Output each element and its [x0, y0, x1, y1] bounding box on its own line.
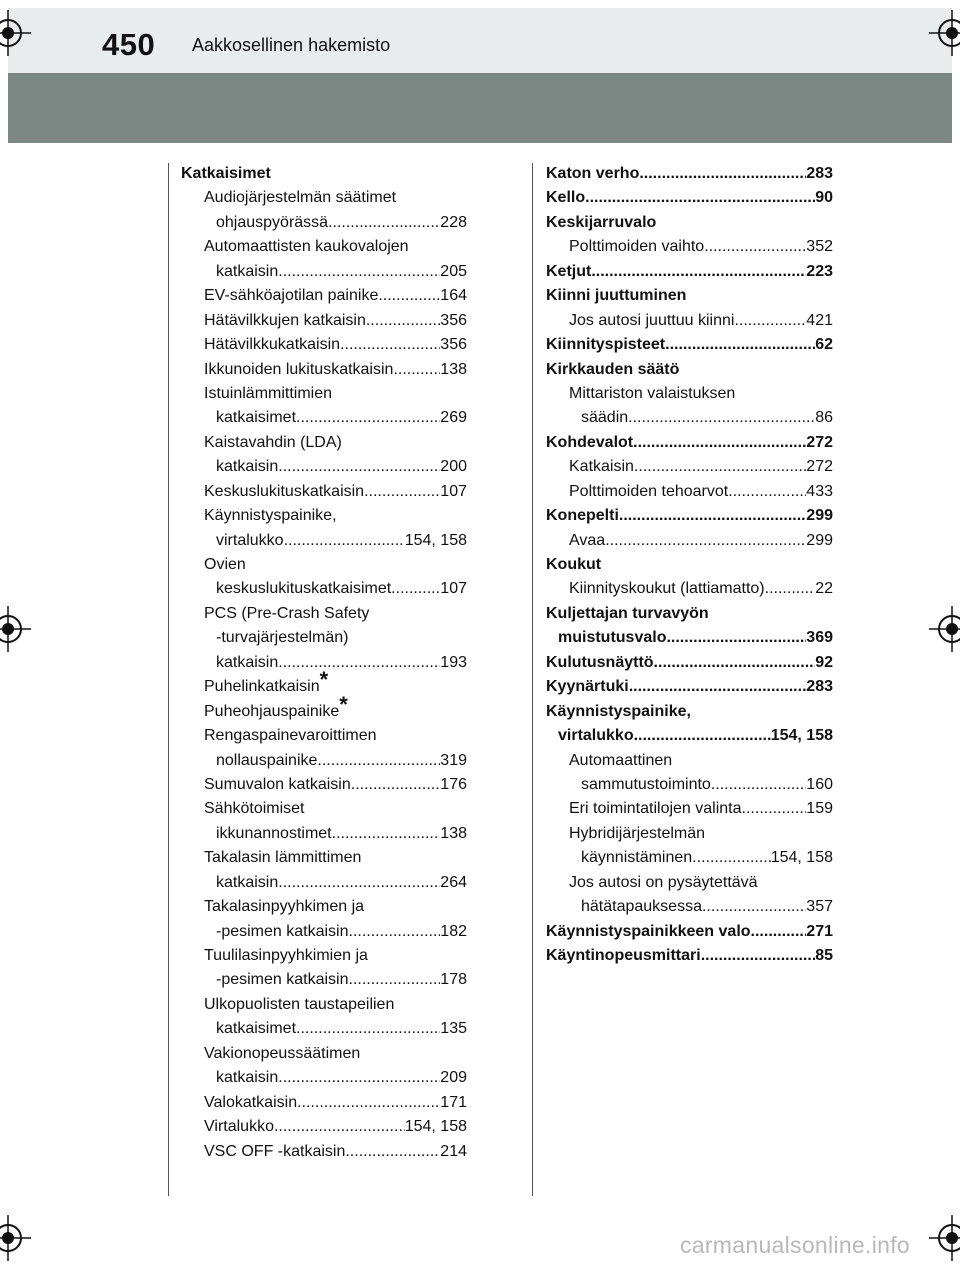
- dot-leader: [728, 480, 806, 504]
- dot-leader: [317, 749, 440, 773]
- dot-leader: [704, 235, 806, 259]
- entry-term: Valokatkaisin: [204, 1093, 298, 1111]
- entry-term: Käynnistyspainikkeen valo: [546, 922, 751, 940]
- dot-leader: [585, 186, 815, 210]
- index-entry: [546, 211, 833, 235]
- index-entry: [546, 504, 833, 528]
- entry-term: PCS (Pre-Crash Safety: [204, 604, 370, 622]
- entry-term: Vakionopeussäätimen: [204, 1044, 361, 1062]
- dot-leader: [328, 211, 440, 235]
- dot-leader: [391, 577, 440, 601]
- entry-term: Katon verho: [546, 165, 640, 182]
- entry-page-number: 62: [815, 336, 833, 354]
- entry-term: Keskijarruvalo: [546, 213, 657, 231]
- registration-mark-icon: [929, 606, 960, 652]
- index-entry: [181, 944, 467, 968]
- entry-term: Mittariston valaistuksen: [569, 384, 736, 402]
- dot-leader: [296, 1017, 440, 1041]
- entry-term: hätätapauksessa: [581, 898, 702, 916]
- index-entry: [546, 577, 833, 601]
- entry-page-number: 433: [806, 482, 833, 500]
- index-entry: [181, 529, 467, 553]
- entry-term: Kiinnityskoukut (lattiamatto): [569, 580, 765, 598]
- index-entry: [546, 944, 833, 968]
- index-entry: [181, 455, 467, 479]
- index-entry: [181, 260, 467, 284]
- dot-leader: [340, 333, 440, 357]
- index-entry: [181, 577, 467, 601]
- index-entry: [546, 480, 833, 504]
- index-entry: [546, 431, 833, 455]
- dot-leader: [297, 1091, 440, 1115]
- index-entry: [546, 920, 833, 944]
- entry-term: Kulutusnäyttö: [546, 653, 654, 671]
- entry-term: Hätävilkkukatkaisin: [204, 336, 341, 354]
- entry-term: Ovien: [204, 556, 246, 573]
- dot-leader: [619, 504, 806, 528]
- index-column-right: [546, 162, 833, 968]
- entry-page-number: 205: [440, 262, 467, 280]
- entry-term: Hybridijärjestelmän: [569, 824, 706, 842]
- entry-term: muistutusvalo: [558, 629, 667, 647]
- entry-term: Audiojärjestelmän säätimet: [204, 189, 397, 207]
- entry-term: Istuinlämmittimien: [204, 384, 333, 402]
- dot-leader: [591, 260, 806, 284]
- dot-leader: [654, 651, 816, 675]
- entry-page-number: 299: [806, 531, 833, 549]
- entry-page-number: 357: [806, 898, 833, 916]
- index-entry: [546, 455, 833, 479]
- dot-leader: [751, 920, 807, 944]
- index-entry: [181, 382, 467, 406]
- entry-page-number: 223: [806, 262, 833, 280]
- index-entry: [181, 846, 467, 870]
- entry-term: Automaattinen: [569, 751, 673, 769]
- entry-term: Puheohjauspainike: [204, 702, 340, 720]
- entry-term: Kello: [546, 189, 586, 207]
- index-entry: [546, 895, 833, 919]
- entry-term: katkaisin: [216, 873, 279, 891]
- dot-leader: [702, 895, 806, 919]
- dot-leader: [278, 260, 440, 284]
- index-entry: [181, 602, 467, 626]
- dot-leader: [278, 455, 440, 479]
- index-entry: [181, 822, 467, 846]
- entry-term: Jos autosi on pysäytettävä: [569, 873, 758, 891]
- entry-term: Kohdevalot: [546, 433, 634, 451]
- index-entry: [546, 749, 833, 773]
- footnote-asterisk: *: [319, 667, 329, 693]
- dot-leader: [634, 455, 806, 479]
- entry-page-number: 272: [806, 458, 833, 476]
- entry-term: Kirkkauden säätö: [546, 360, 680, 378]
- dot-leader: [765, 577, 816, 601]
- index-entry: [546, 284, 833, 308]
- dot-leader: [692, 846, 771, 870]
- entry-term: Käyntinopeusmittari: [546, 947, 701, 964]
- entry-term: keskuslukituskatkaisimet: [216, 580, 392, 598]
- entry-page-number: 107: [440, 482, 467, 500]
- entry-term: Ulkopuolisten taustapeilien: [204, 995, 395, 1013]
- dot-leader: [332, 822, 441, 846]
- index-entry: [546, 797, 833, 821]
- entry-page-number: 164: [440, 287, 467, 305]
- dot-leader: [665, 333, 815, 357]
- index-entry: [181, 406, 467, 430]
- dot-leader: [366, 309, 440, 333]
- index-entry: [546, 724, 833, 748]
- entry-term: Ikkunoiden lukituskatkaisin: [204, 360, 394, 378]
- entry-term: Polttimoiden vaihto: [569, 238, 705, 256]
- index-entry: [181, 309, 467, 333]
- entry-page-number: 193: [440, 653, 467, 671]
- entry-term: Polttimoiden tehoarvot: [569, 482, 729, 500]
- dot-leader: [278, 871, 440, 895]
- entry-term: Hätävilkkujen katkaisin: [204, 311, 366, 329]
- entry-page-number: 85: [815, 947, 833, 964]
- entry-page-number: 264: [440, 873, 467, 891]
- index-entry: [546, 309, 833, 333]
- dot-leader: [393, 358, 440, 382]
- watermark: carmanualsonline.info: [679, 1232, 910, 1258]
- index-entry: [546, 871, 833, 895]
- dot-leader: [666, 626, 806, 650]
- entry-term: Sumuvalon katkaisin: [204, 775, 351, 793]
- entry-term: katkaisin: [216, 1069, 279, 1087]
- dot-leader: [278, 1066, 440, 1090]
- entry-term: VSC OFF -katkaisin: [204, 1142, 346, 1160]
- dot-leader: [634, 724, 771, 748]
- dot-leader: [349, 920, 441, 944]
- index-entry: [181, 626, 467, 650]
- entry-term: katkaisimet: [216, 409, 297, 427]
- index-entry: [546, 675, 833, 699]
- entry-term: katkaisin: [216, 653, 279, 671]
- index-entry: [181, 749, 467, 773]
- entry-page-number: 154, 158: [404, 531, 467, 549]
- entry-page-number: 369: [806, 629, 833, 647]
- dot-leader: [274, 1115, 405, 1139]
- dot-leader: [378, 284, 440, 308]
- entry-page-number: 159: [806, 800, 833, 818]
- registration-mark-icon: [0, 10, 31, 56]
- dot-leader: [296, 406, 440, 430]
- page-number: 450: [102, 27, 156, 62]
- index-entry: [181, 1017, 467, 1041]
- entry-page-number: 269: [440, 409, 467, 427]
- index-entry: [546, 602, 833, 626]
- entry-page-number: 86: [815, 409, 833, 427]
- entry-page-number: 356: [440, 336, 467, 354]
- dot-leader: [345, 1140, 440, 1164]
- entry-term: katkaisin: [216, 458, 279, 476]
- entry-term: ohjauspyörässä: [216, 213, 329, 231]
- entry-term: Käynnistyspainike,: [546, 702, 691, 720]
- entry-page-number: 138: [440, 824, 467, 842]
- entry-page-number: 283: [806, 165, 833, 182]
- entry-term: käynnistäminen: [581, 849, 693, 867]
- entry-page-number: 90: [815, 189, 833, 207]
- dot-leader: [629, 675, 807, 699]
- entry-term: katkaisimet: [216, 1020, 297, 1038]
- entry-page-number: 92: [815, 653, 833, 671]
- registration-mark-icon: [929, 1215, 960, 1261]
- index-entry: [181, 993, 467, 1017]
- index-entry: [181, 920, 467, 944]
- entry-page-number: 107: [440, 580, 467, 598]
- dot-leader: [639, 162, 806, 186]
- dot-leader: [742, 797, 807, 821]
- entry-term: Konepelti: [546, 507, 619, 525]
- center-column-rule: [532, 163, 533, 1196]
- dot-leader: [278, 651, 440, 675]
- chapter-band: [8, 73, 952, 143]
- entry-term: Kuljettajan turvavyön: [546, 604, 709, 622]
- entry-page-number: 421: [806, 311, 833, 329]
- entry-page-number: 319: [440, 751, 467, 769]
- registration-mark-icon: [929, 10, 960, 56]
- entry-page-number: 22: [815, 580, 833, 598]
- entry-page-number: 352: [806, 238, 833, 256]
- entry-page-number: 182: [440, 922, 467, 940]
- entry-term: Kyynärtuki: [546, 678, 629, 696]
- dot-leader: [633, 431, 806, 455]
- dot-leader: [734, 309, 806, 333]
- entry-page-number: 209: [440, 1069, 467, 1087]
- index-entry: [546, 822, 833, 846]
- section-title: Aakkosellinen hakemisto: [192, 35, 391, 55]
- index-entry: [181, 691, 467, 724]
- entry-term: Käynnistyspainike,: [204, 507, 337, 525]
- entry-page-number: 299: [806, 507, 833, 525]
- entry-term: Kiinnityspisteet: [546, 336, 666, 354]
- entry-term: Ketjut: [546, 262, 592, 280]
- entry-term: Sähkötoimiset: [204, 800, 305, 818]
- entry-page-number: 171: [440, 1093, 467, 1111]
- dot-leader: [701, 944, 816, 968]
- index-entry: [181, 504, 467, 528]
- dot-leader: [605, 529, 806, 553]
- entry-term: Jos autosi juuttuu kiinni: [569, 311, 735, 329]
- dot-leader: [628, 406, 815, 430]
- index-entry: [181, 724, 467, 748]
- index-entry: [181, 797, 467, 821]
- index-entry: [546, 406, 833, 430]
- entry-term: Eri toimintatilojen valinta: [569, 800, 742, 818]
- entry-term: Kaistavahdin (LDA): [204, 433, 342, 451]
- index-entry: [546, 358, 833, 382]
- entry-term: Takalasinpyyhkimen ja: [204, 898, 365, 916]
- index-entry: [181, 1042, 467, 1066]
- entry-page-number: 228: [440, 213, 467, 231]
- entry-term: -turvajärjestelmän): [216, 629, 349, 647]
- entry-term: Takalasin lämmittimen: [204, 849, 362, 867]
- entry-page-number: 176: [440, 775, 467, 793]
- left-column-rule: [168, 163, 169, 1196]
- entry-term: -pesimen katkaisin: [216, 971, 349, 989]
- entry-page-number: 160: [806, 775, 833, 793]
- index-entry: [181, 667, 467, 699]
- entry-term: -pesimen katkaisin: [216, 922, 349, 940]
- index-entry: [546, 162, 833, 186]
- dot-leader: [711, 773, 806, 797]
- entry-page-number: 154, 158: [770, 849, 833, 867]
- entry-term: virtalukko: [216, 531, 284, 549]
- entry-page-number: 154, 158: [404, 1118, 467, 1136]
- dot-leader: [351, 773, 441, 797]
- entry-term: Katkaisimet: [181, 165, 271, 182]
- entry-term: virtalukko: [558, 727, 634, 745]
- index-entry: [181, 480, 467, 504]
- registration-mark-icon: [0, 606, 31, 652]
- index-entry: [181, 162, 467, 186]
- entry-page-number: 178: [440, 971, 467, 989]
- index-entry: [546, 651, 833, 675]
- entry-term: säädin: [581, 409, 629, 427]
- index-entry: [546, 626, 833, 650]
- index-entry: [546, 529, 833, 553]
- entry-term: ikkunannostimet: [216, 824, 332, 842]
- registration-mark-icon: [0, 1215, 31, 1261]
- index-entry: [181, 553, 467, 577]
- index-entry: [181, 1115, 467, 1139]
- index-entry: [181, 1091, 467, 1115]
- entry-page-number: 283: [806, 678, 833, 696]
- entry-term: katkaisin: [216, 262, 279, 280]
- dot-leader: [364, 480, 440, 504]
- entry-term: Rengaspainevaroittimen: [204, 727, 377, 745]
- entry-term: Kiinni juuttuminen: [546, 287, 687, 305]
- entry-term: Tuulilasinpyyhkimien ja: [204, 947, 368, 964]
- entry-term: Koukut: [546, 556, 602, 573]
- index-entry: [546, 700, 833, 724]
- index-entry: [181, 431, 467, 455]
- footnote-asterisk: *: [339, 691, 348, 717]
- entry-page-number: 214: [440, 1142, 467, 1160]
- index-entry: [546, 333, 833, 357]
- dot-leader: [284, 529, 405, 553]
- index-entry: [546, 260, 833, 284]
- index-entry: [181, 895, 467, 919]
- index-entry: [181, 1066, 467, 1090]
- entry-term: Avaa: [569, 531, 606, 549]
- index-entry: [181, 235, 467, 259]
- entry-page-number: 271: [806, 922, 833, 940]
- entry-term: nollauspainike: [216, 751, 318, 769]
- index-column-left: [181, 162, 467, 1164]
- index-entry: [181, 1140, 467, 1164]
- index-entry: [181, 871, 467, 895]
- index-entry: [181, 186, 467, 210]
- entry-term: sammutustoiminto: [581, 775, 711, 793]
- dot-leader: [349, 968, 441, 992]
- index-entry: [181, 773, 467, 797]
- entry-page-number: 138: [440, 360, 467, 378]
- entry-page-number: 356: [440, 311, 467, 329]
- index-entry: [546, 235, 833, 259]
- index-entry: [181, 333, 467, 357]
- index-entry: [181, 358, 467, 382]
- index-entry: [181, 968, 467, 992]
- index-entry: [546, 186, 833, 210]
- entry-term: EV-sähköajotilan painike: [204, 287, 379, 305]
- entry-term: Katkaisin: [569, 458, 634, 476]
- entry-page-number: 135: [440, 1020, 467, 1038]
- entry-page-number: 200: [440, 458, 467, 476]
- entry-term: Automaattisten kaukovalojen: [204, 238, 409, 256]
- entry-page-number: 154, 158: [770, 727, 833, 745]
- entry-term: Keskuslukituskatkaisin: [204, 482, 365, 500]
- entry-term: Puhelinkatkaisin: [204, 678, 320, 696]
- index-entry: [546, 382, 833, 406]
- entry-page-number: 272: [806, 433, 833, 451]
- index-entry: [546, 553, 833, 577]
- index-entry: [546, 846, 833, 870]
- index-entry: [181, 284, 467, 308]
- entry-term: Virtalukko: [204, 1118, 274, 1136]
- index-entry: [546, 773, 833, 797]
- index-entry: [181, 211, 467, 235]
